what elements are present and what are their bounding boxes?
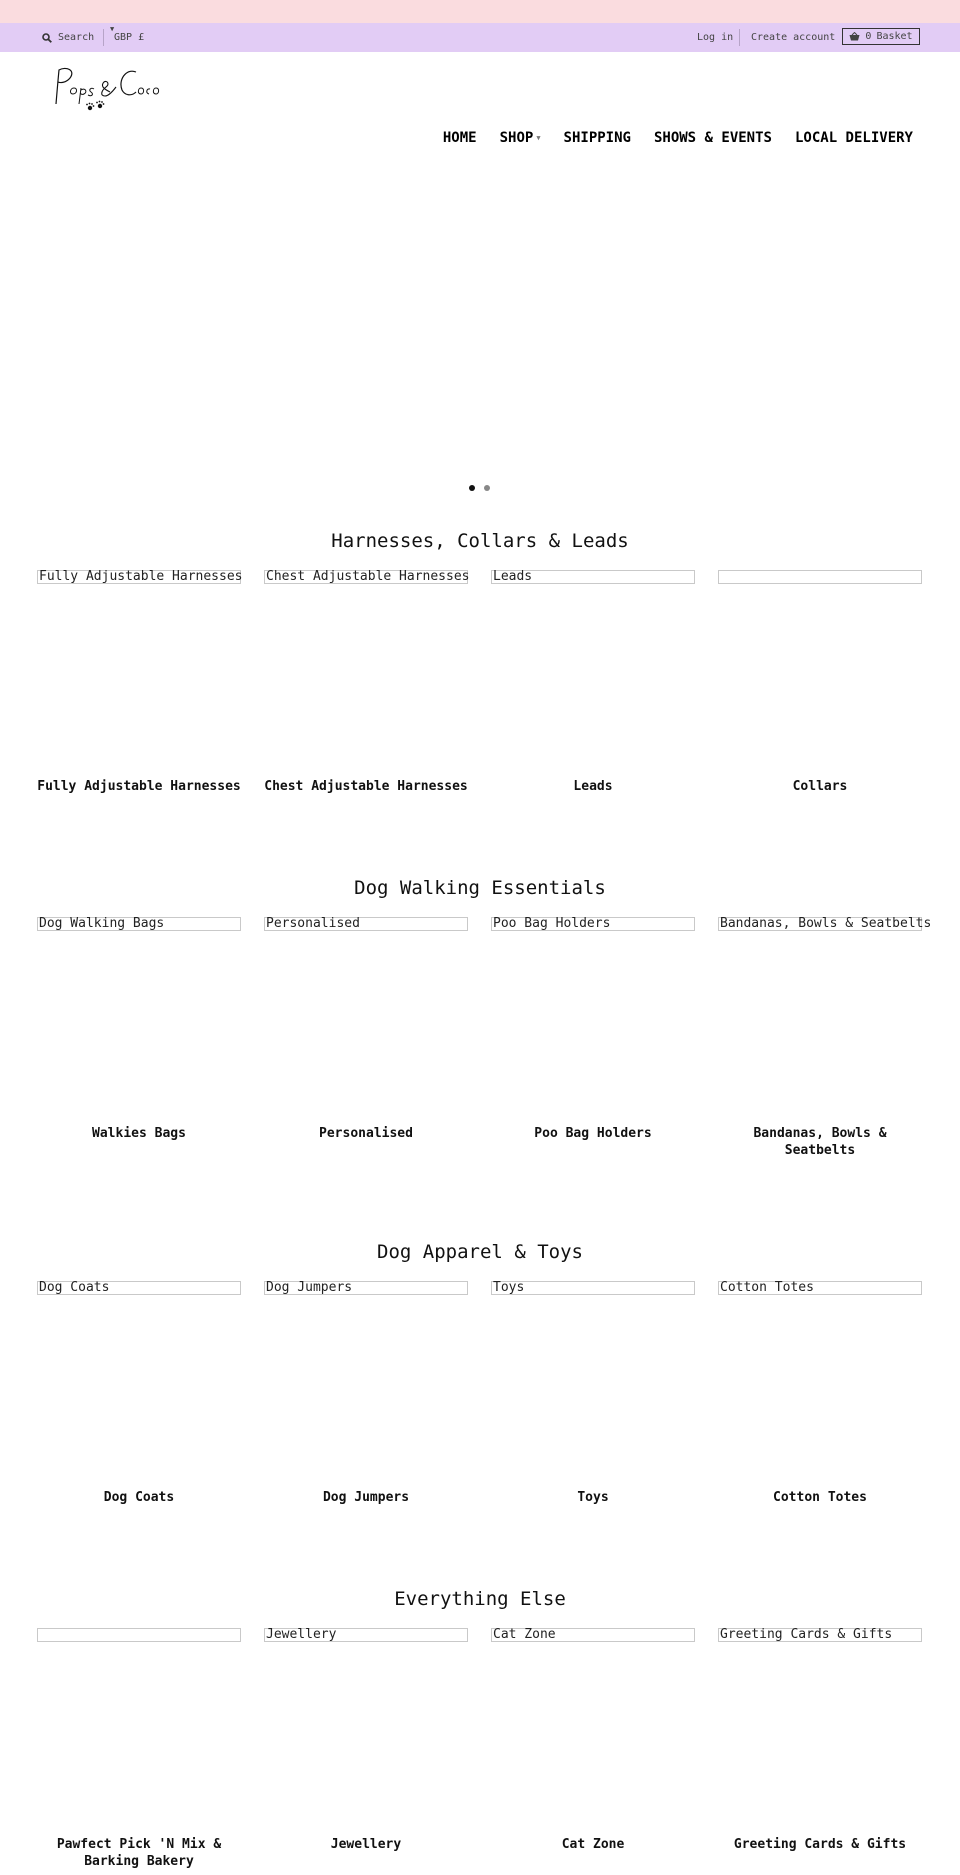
collection-image[interactable]: Dog Coats bbox=[37, 1281, 241, 1295]
collection-card[interactable] bbox=[37, 916, 241, 1141]
basket-count: 0 bbox=[865, 31, 872, 42]
basket-label: Basket bbox=[876, 31, 913, 42]
collection-label[interactable]: Dog Jumpers bbox=[322, 1490, 410, 1505]
collection-grid bbox=[37, 569, 922, 794]
collection-card[interactable] bbox=[264, 1627, 468, 1852]
nav-shop[interactable] bbox=[500, 130, 541, 146]
section-title: Harnesses, Collars & Leads bbox=[331, 530, 629, 552]
collection-label[interactable]: Personalised bbox=[319, 1126, 413, 1141]
divider bbox=[739, 29, 740, 46]
section-title: Dog Walking Essentials bbox=[354, 877, 606, 899]
collection-card[interactable] bbox=[37, 1628, 241, 1869]
collection-image[interactable]: Poo Bag Holders bbox=[491, 917, 695, 931]
collection-card[interactable] bbox=[491, 1627, 695, 1852]
collection-card[interactable] bbox=[718, 1280, 922, 1505]
collection-image[interactable]: Dog Walking Bags bbox=[37, 917, 241, 931]
divider bbox=[103, 29, 104, 46]
collection-image[interactable]: Bandanas, Bowls & Seatbelts bbox=[720, 916, 932, 931]
create-account-link[interactable]: Create account bbox=[751, 32, 836, 43]
collection-card[interactable] bbox=[491, 569, 695, 794]
top-bar bbox=[0, 23, 960, 52]
collection-card[interactable] bbox=[718, 916, 932, 1158]
collection-label[interactable]: Toys bbox=[577, 1490, 609, 1505]
collection-label[interactable]: Bandanas, Bowls & Seatbelts bbox=[753, 1126, 887, 1158]
nav-shows-events[interactable]: SHOWS & EVENTS bbox=[653, 130, 772, 146]
basket-button[interactable] bbox=[842, 28, 920, 45]
nav-shop-label: SHOP bbox=[499, 130, 534, 146]
collection-card[interactable] bbox=[491, 916, 695, 1141]
collection-image[interactable]: Greeting Cards & Gifts bbox=[718, 1628, 922, 1642]
currency-value: GBP £ bbox=[114, 32, 145, 43]
collection-image[interactable]: Cotton Totes bbox=[718, 1281, 922, 1295]
collection-card[interactable] bbox=[264, 1280, 468, 1505]
collection-image[interactable]: Cat Zone bbox=[491, 1628, 695, 1642]
collection-label[interactable]: Fully Adjustable Harnesses bbox=[37, 779, 241, 794]
collection-card[interactable] bbox=[264, 569, 470, 794]
collection-card[interactable] bbox=[37, 1280, 241, 1505]
collection-card[interactable] bbox=[718, 570, 922, 794]
collection-label[interactable]: Leads bbox=[573, 779, 613, 794]
search-label: Search bbox=[58, 32, 95, 43]
site-logo[interactable] bbox=[48, 64, 160, 116]
logo-image bbox=[48, 64, 160, 116]
collection-label[interactable]: Jewellery bbox=[330, 1837, 402, 1852]
collection-image[interactable]: Jewellery bbox=[264, 1628, 468, 1642]
collection-image[interactable]: Dog Jumpers bbox=[264, 1281, 468, 1295]
collection-label[interactable]: Cat Zone bbox=[561, 1837, 625, 1852]
main-nav bbox=[443, 130, 913, 146]
announcement-bar bbox=[0, 0, 960, 23]
section-title: Dog Apparel & Toys bbox=[377, 1241, 583, 1263]
search-icon bbox=[42, 33, 52, 43]
collection-card[interactable] bbox=[264, 916, 468, 1141]
nav-home[interactable]: HOME bbox=[442, 130, 477, 146]
collection-label[interactable]: Pawfect Pick 'N Mix & Barking Bakery bbox=[56, 1837, 222, 1869]
login-link[interactable]: Log in bbox=[697, 32, 734, 43]
collection-label[interactable]: Chest Adjustable Harnesses bbox=[264, 779, 468, 794]
collection-image[interactable] bbox=[718, 570, 922, 584]
slide-dot-2[interactable] bbox=[484, 485, 490, 491]
collection-card[interactable] bbox=[491, 1280, 695, 1505]
collection-image[interactable]: Toys bbox=[491, 1281, 695, 1295]
collection-card[interactable] bbox=[718, 1627, 922, 1852]
currency-selector[interactable] bbox=[110, 25, 145, 43]
collection-card[interactable] bbox=[37, 569, 243, 794]
collection-grid bbox=[37, 916, 932, 1158]
collection-label[interactable]: Cotton Totes bbox=[773, 1490, 867, 1505]
chevron-down-icon: ▼ bbox=[110, 25, 115, 33]
collection-label[interactable]: Walkies Bags bbox=[92, 1126, 186, 1141]
slide-dot-1[interactable] bbox=[469, 485, 475, 491]
collection-label[interactable]: Collars bbox=[792, 779, 848, 794]
section-title: Everything Else bbox=[394, 1588, 566, 1610]
nav-shipping[interactable]: SHIPPING bbox=[563, 130, 631, 146]
collection-image[interactable]: Chest Adjustable Harnesses bbox=[266, 569, 470, 584]
chevron-down-icon: ▼ bbox=[536, 134, 541, 142]
basket-icon bbox=[849, 32, 860, 41]
collection-label[interactable]: Greeting Cards & Gifts bbox=[733, 1837, 907, 1852]
collection-label[interactable]: Poo Bag Holders bbox=[534, 1126, 652, 1141]
collection-label[interactable]: Dog Coats bbox=[103, 1490, 175, 1505]
collection-image[interactable]: Leads bbox=[491, 570, 695, 584]
collection-image[interactable] bbox=[37, 1628, 241, 1642]
collection-image[interactable]: Personalised bbox=[264, 917, 468, 931]
nav-local-delivery[interactable]: LOCAL DELIVERY bbox=[794, 130, 913, 146]
search-link[interactable] bbox=[42, 32, 94, 43]
slideshow-dots bbox=[469, 485, 490, 491]
collection-grid bbox=[37, 1280, 922, 1505]
collection-image[interactable]: Fully Adjustable Harnesses bbox=[39, 569, 243, 584]
collection-grid bbox=[37, 1627, 922, 1869]
